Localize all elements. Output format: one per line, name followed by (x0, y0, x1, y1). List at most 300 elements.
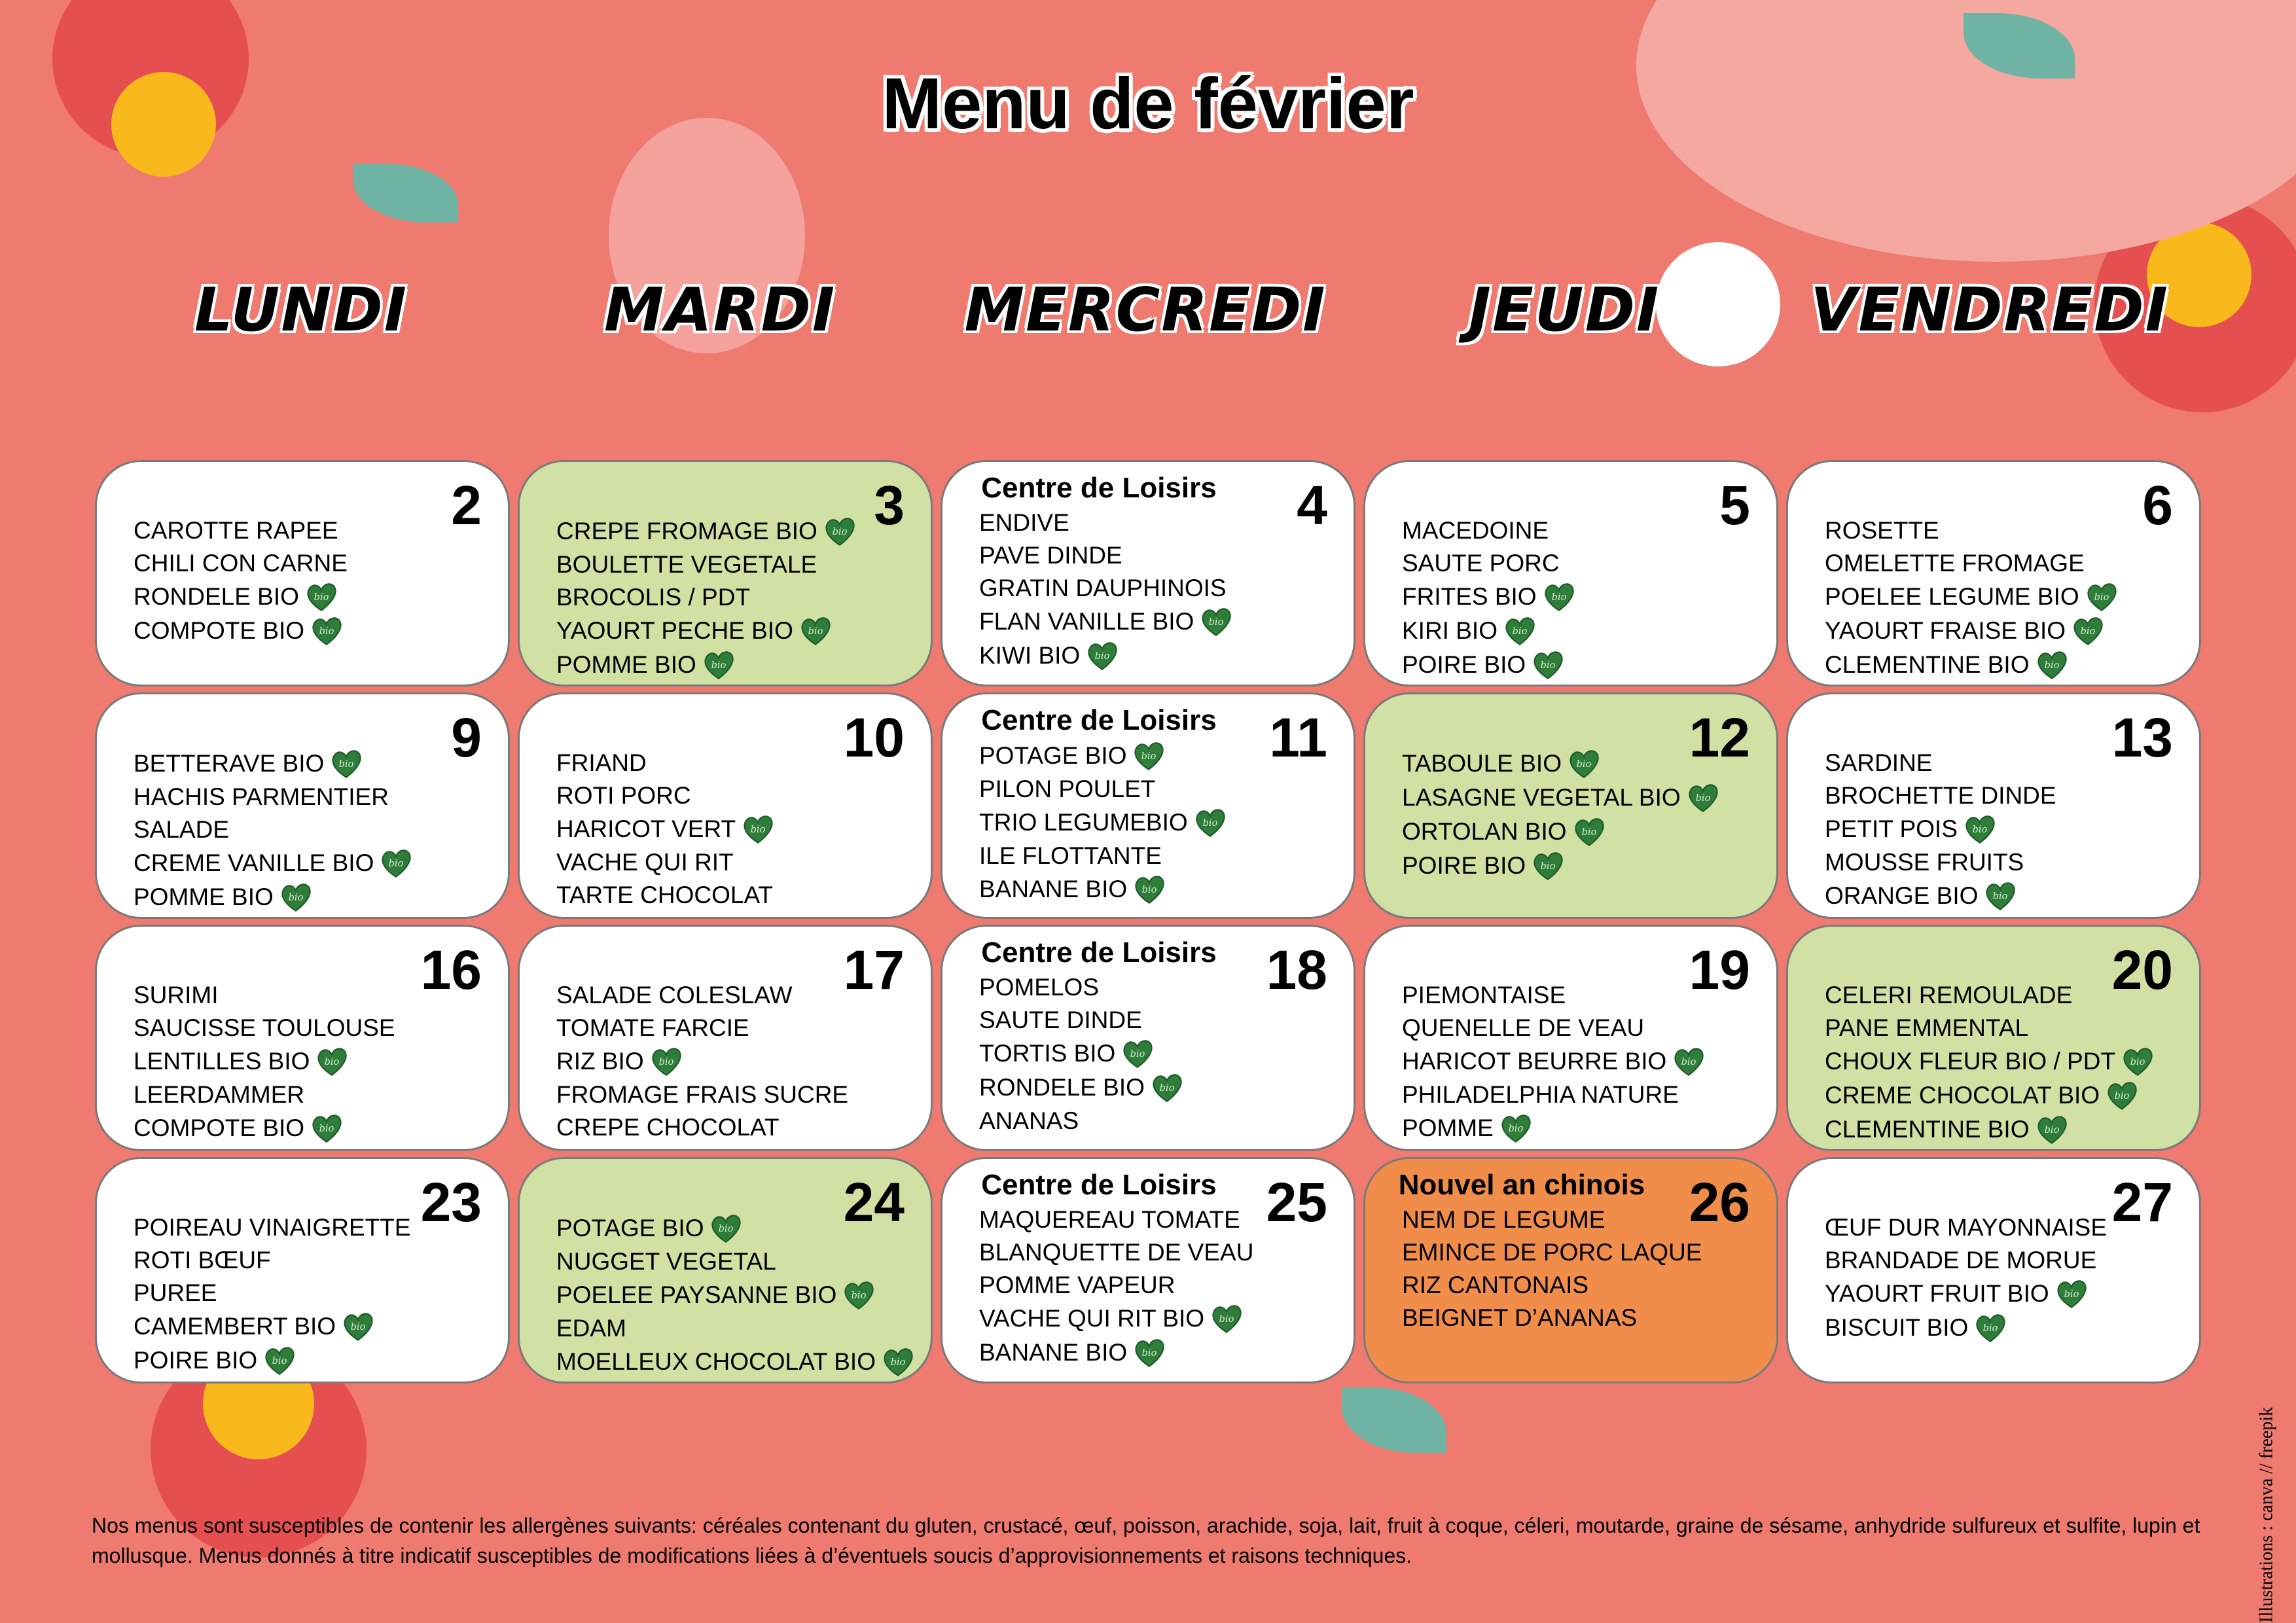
svg-text:bio: bio (350, 1321, 366, 1333)
menu-item-label: POELEE LEGUME BIO (1825, 583, 2079, 610)
bio-heart-icon (1672, 1044, 1706, 1079)
menu-item-label: TRIO LEGUMEBIO (979, 809, 1188, 836)
svg-text:bio: bio (1581, 827, 1596, 838)
menu-item (1825, 879, 2056, 913)
menu-item-label: VACHE QUI RIT BIO (979, 1305, 1205, 1332)
menu-item-label: KIWI BIO (979, 642, 1081, 669)
day-number: 20 (2111, 939, 2173, 1001)
svg-text:bio: bio (658, 1056, 673, 1068)
menu-items (556, 747, 775, 912)
menu-item-label: COMPOTE BIO (134, 617, 305, 644)
cell-note: Centre de Loisirs (981, 472, 1217, 504)
svg-text:bio: bio (325, 1056, 340, 1068)
menu-item (979, 1269, 1253, 1302)
svg-text:bio: bio (1993, 891, 2008, 902)
svg-text:bio: bio (890, 1357, 906, 1368)
menu-item (1402, 849, 1720, 883)
day-number: 25 (1266, 1171, 1327, 1233)
menu-item (1402, 648, 1576, 682)
menu-item-label: CAMEMBERT BIO (134, 1313, 336, 1340)
svg-text:bio: bio (389, 858, 404, 870)
menu-item-label: BANANE BIO (979, 1339, 1128, 1366)
menu-item-label: MACEDOINE (1402, 517, 1549, 544)
menu-item (134, 1344, 411, 1378)
menu-item-label: POELEE PAYSANNE BIO (556, 1281, 837, 1308)
menu-item-label: QUENELLE DE VEAU (1402, 1014, 1645, 1041)
bio-heart-icon (2105, 1079, 2139, 1113)
menu-item-label: PILON POULET (979, 776, 1156, 802)
svg-text:bio: bio (314, 592, 329, 603)
menu-items (979, 1204, 1253, 1370)
svg-text:bio: bio (1681, 1056, 1696, 1068)
menu-items (556, 514, 857, 682)
menu-item (134, 1079, 395, 1111)
menu-item (134, 580, 348, 614)
menu-item-label: SALADE (134, 816, 230, 843)
bio-heart-icon (304, 580, 338, 614)
menu-item (1402, 580, 1576, 614)
svg-text:bio: bio (719, 1223, 734, 1235)
menu-item (1825, 979, 2155, 1012)
bio-heart-icon (823, 514, 857, 548)
menu-item-label: HACHIS PARMENTIER (134, 783, 389, 810)
menu-item (1402, 1269, 1702, 1302)
menu-item-label: POIRE BIO (134, 1347, 258, 1374)
day-header-jeudi: JEUDI (1468, 275, 1660, 345)
menu-item-label: POIREAU VINAIGRETTE (134, 1214, 411, 1241)
day-header-vendredi: VENDREDI (1810, 275, 2169, 345)
menu-item (556, 879, 775, 912)
illustration-credit: Illustrations : canva // freepik (2257, 1407, 2277, 1623)
menu-item (556, 1245, 915, 1278)
menu-item-label: SAUTE DINDE (979, 1007, 1142, 1033)
menu-item-label: POIRE BIO (1402, 852, 1526, 879)
menu-item (1402, 1302, 1702, 1334)
svg-text:bio: bio (319, 626, 334, 637)
menu-item (979, 1302, 1253, 1336)
menu-item (1825, 747, 2056, 779)
svg-text:bio: bio (1551, 592, 1566, 603)
day-cell (95, 460, 510, 687)
svg-text:bio: bio (2044, 1124, 2059, 1136)
menu-item (556, 1111, 848, 1144)
bio-heart-icon (1973, 1311, 2007, 1345)
menu-item (1825, 779, 2056, 812)
menu-item-label: LASAGNE VEGETAL BIO (1402, 784, 1681, 811)
bio-heart-icon (2035, 648, 2069, 682)
menu-item-label: ROSETTE (1825, 517, 1939, 544)
menu-item-label: RIZ BIO (556, 1048, 644, 1075)
menu-item-label: POMME VAPEUR (979, 1272, 1175, 1298)
menu-item-label: PAVE DINDE (979, 542, 1122, 569)
menu-item-label: MOUSSE FRUITS (1825, 849, 2024, 876)
menu-item-label: CREME CHOCOLAT BIO (1825, 1082, 2100, 1109)
day-number: 10 (843, 707, 905, 768)
menu-items (1825, 514, 2119, 682)
menu-item (134, 1277, 411, 1310)
menu-item-label: PUREE (134, 1279, 217, 1306)
menu-item (979, 971, 1184, 1004)
menu-item (134, 547, 348, 580)
day-number: 17 (843, 939, 905, 1001)
cell-note: Nouvel an chinois (1398, 1169, 1645, 1201)
menu-item (1402, 514, 1576, 547)
menu-item-label: RONDELE BIO (134, 583, 299, 610)
menu-item-label: FRIAND (556, 749, 647, 776)
cell-note: Centre de Loisirs (981, 936, 1217, 969)
day-number: 26 (1689, 1171, 1750, 1233)
menu-item-label: CREPE FROMAGE BIO (556, 518, 817, 544)
menu-item-label: ROTI BŒUF (134, 1247, 271, 1274)
menu-item (134, 880, 413, 914)
bio-heart-icon (1132, 1336, 1166, 1370)
svg-text:bio: bio (1219, 1313, 1234, 1325)
day-number: 16 (420, 939, 482, 1001)
menu-item-label: CHOUX FLEUR BIO / PDT (1825, 1048, 2116, 1075)
menu-item (134, 813, 413, 846)
menu-items (134, 1211, 411, 1378)
menu-item (134, 1012, 395, 1044)
leaf-decoration (353, 164, 458, 223)
menu-item (134, 1111, 395, 1145)
menu-item (556, 979, 848, 1012)
bio-heart-icon (1572, 815, 1606, 849)
allergen-notice: Nos menus sont susceptibles de contenir les allergènes suivants: céréales contenant du gluten, crustacé, œuf, poisson, arachide, soja, lait, fruit à coque, céleri, moutarde, graine de sésame, anhydride sulfureux et sulfite, lupin et mollusque. Menus donnés à titre indicatif susceptibles de modifications liées à d’éventuels soucis d’approvisionnements et raisons techniques. (92, 1514, 2200, 1567)
svg-text:bio: bio (319, 1123, 334, 1135)
menu-item (556, 1345, 915, 1379)
bio-heart-icon (2085, 580, 2119, 614)
menu-items (1825, 1211, 2107, 1345)
menu-item-label: BANANE BIO (979, 876, 1128, 902)
menu-item (556, 514, 857, 548)
menu-items (134, 979, 395, 1145)
svg-text:bio: bio (2080, 626, 2096, 637)
menu-items (1402, 514, 1576, 682)
bio-heart-icon (1121, 1037, 1155, 1071)
menu-item (556, 779, 775, 812)
menu-item (979, 1071, 1184, 1105)
menu-item-label: CREME VANILLE BIO (134, 849, 374, 876)
menu-item-label: YAOURT FRUIT BIO (1825, 1280, 2049, 1307)
menu-item-label: ORANGE BIO (1825, 882, 1979, 909)
menu-item-label: BETTERAVE BIO (134, 750, 325, 777)
bio-heart-icon (1193, 806, 1227, 840)
menu-items (134, 514, 348, 648)
day-cell (941, 925, 1355, 1151)
menu-item (1402, 747, 1720, 781)
menu-item-label: POMME BIO (134, 883, 274, 910)
menu-item-label: CAROTTE RAPEE (134, 517, 338, 544)
menu-item (979, 1105, 1184, 1137)
menu-item (979, 739, 1227, 773)
menu-item-label: PIEMONTAISE (1402, 982, 1566, 1008)
menu-item (979, 806, 1227, 840)
menu-item-label: SURIMI (134, 982, 219, 1008)
menu-item-label: LEERDAMMER (134, 1081, 305, 1108)
svg-text:bio: bio (338, 758, 354, 770)
day-cell (941, 460, 1355, 687)
menu-item-label: TOMATE FARCIE (556, 1014, 749, 1041)
bio-heart-icon (310, 1111, 344, 1145)
menu-item-label: ILE FLOTTANTE (979, 842, 1162, 869)
menu-item (979, 572, 1233, 605)
bio-heart-icon (1085, 639, 1119, 673)
menu-item (556, 1079, 848, 1111)
menu-item-label: PHILADELPHIA NATURE (1402, 1081, 1679, 1108)
day-number: 24 (843, 1171, 905, 1233)
menu-item (1402, 614, 1576, 648)
menu-item (979, 1204, 1253, 1236)
cell-note: Centre de Loisirs (981, 704, 1217, 736)
menu-item (1825, 812, 2056, 846)
menu-items (979, 507, 1233, 673)
menu-item (979, 773, 1227, 806)
day-cell (518, 925, 933, 1151)
day-number: 27 (2111, 1171, 2173, 1233)
page-title: Menu de février (882, 63, 1414, 144)
svg-text:bio: bio (2114, 1090, 2130, 1102)
menu-item (1825, 614, 2119, 648)
bio-heart-icon (1686, 781, 1720, 815)
menu-item-label: POTAGE BIO (979, 742, 1127, 769)
menu-item (979, 840, 1227, 872)
svg-text:bio: bio (1141, 1347, 1157, 1359)
day-number: 11 (1269, 707, 1327, 768)
menu-item (134, 1244, 411, 1277)
menu-item (556, 548, 857, 581)
day-number: 5 (1719, 474, 1750, 536)
menu-item-label: POIRE BIO (1402, 651, 1526, 678)
svg-text:bio: bio (1540, 660, 1556, 671)
menu-item-label: ŒUF DUR MAYONNAISE (1825, 1214, 2108, 1241)
svg-text:bio: bio (832, 526, 848, 538)
bio-heart-icon (1542, 580, 1576, 614)
menu-item (1825, 846, 2056, 879)
svg-text:bio: bio (1141, 884, 1157, 896)
svg-text:bio: bio (1141, 751, 1157, 762)
menu-item (1825, 1277, 2107, 1311)
menu-item (979, 539, 1233, 572)
menu-item-label: RIZ CANTONAIS (1402, 1272, 1589, 1298)
menu-item (1402, 815, 1720, 849)
day-number: 2 (451, 474, 482, 536)
svg-text:bio: bio (1159, 1082, 1175, 1094)
menu-item-label: ENDIVE (979, 509, 1069, 536)
menu-item (556, 846, 775, 879)
menu-item (979, 1236, 1253, 1269)
menu-item-label: POMME BIO (556, 651, 696, 678)
day-cell (1363, 925, 1778, 1151)
svg-text:bio: bio (1576, 758, 1592, 770)
menu-item (979, 639, 1233, 673)
svg-text:bio: bio (288, 892, 304, 904)
svg-text:bio: bio (1508, 1123, 1524, 1135)
svg-text:bio: bio (711, 660, 726, 671)
menu-item-label: CREPE CHOCOLAT (556, 1114, 780, 1141)
menu-item (556, 1211, 915, 1245)
day-cell (518, 692, 933, 919)
menu-item-label: BRANDADE DE MORUE (1825, 1247, 2097, 1274)
menu-item (556, 581, 857, 614)
day-number: 23 (420, 1171, 482, 1233)
menu-item (979, 872, 1227, 906)
menu-item-label: CLEMENTINE BIO (1825, 651, 2030, 678)
day-cell (95, 925, 510, 1151)
menu-item (979, 1037, 1184, 1071)
svg-text:bio: bio (808, 626, 823, 637)
day-number: 6 (2142, 474, 2173, 536)
menu-item-label: SARDINE (1825, 749, 1933, 776)
bio-heart-icon (379, 846, 413, 880)
bio-heart-icon (341, 1310, 375, 1344)
svg-text:bio: bio (1540, 861, 1556, 872)
bio-heart-icon (2071, 614, 2105, 648)
bio-heart-icon (881, 1345, 915, 1379)
menu-item-label: BROCHETTE DINDE (1825, 782, 2056, 809)
menu-item (1402, 1204, 1702, 1236)
menu-items (979, 739, 1227, 906)
bio-heart-icon (1503, 614, 1537, 648)
menu-item-label: VACHE QUI RIT (556, 849, 734, 876)
menu-item (134, 781, 413, 813)
menu-item-label: TORTIS BIO (979, 1040, 1116, 1067)
menu-items (1825, 747, 2056, 913)
bio-heart-icon (709, 1211, 743, 1245)
cell-note: Centre de Loisirs (981, 1169, 1217, 1201)
svg-text:bio: bio (1094, 651, 1110, 662)
menu-item-label: COMPOTE BIO (134, 1115, 305, 1141)
day-cell (518, 460, 933, 687)
menu-item-label: ROTI PORC (556, 782, 691, 809)
bio-heart-icon (2121, 1044, 2155, 1079)
bio-heart-icon (262, 1344, 296, 1378)
menu-item (1825, 1211, 2107, 1244)
svg-text:bio: bio (2044, 660, 2059, 671)
day-number: 3 (874, 474, 905, 536)
menu-item (134, 514, 348, 547)
menu-item (556, 1312, 915, 1345)
menu-item (556, 614, 857, 648)
day-number: 13 (2111, 707, 2173, 768)
menu-item (1402, 781, 1720, 815)
day-cell (1363, 460, 1778, 687)
menu-item (556, 648, 857, 682)
menu-item-label: MOELLEUX CHOCOLAT BIO (556, 1348, 876, 1375)
menu-item (1825, 648, 2119, 682)
day-cell (95, 1157, 510, 1383)
menu-item (979, 1336, 1253, 1370)
menu-item (1402, 1079, 1706, 1111)
menu-items (134, 747, 413, 914)
bio-heart-icon (1531, 849, 1565, 883)
menu-items (1825, 979, 2155, 1147)
bio-heart-icon (1567, 747, 1601, 781)
day-cell (941, 692, 1355, 919)
menu-item-label: YAOURT PECHE BIO (556, 617, 793, 644)
menu-item (556, 747, 775, 779)
bio-heart-icon (1963, 812, 1997, 846)
menu-item (1402, 1111, 1706, 1145)
menu-item-label: SAUTE PORC (1402, 550, 1560, 577)
menu-item (1402, 979, 1706, 1012)
day-number: 18 (1266, 939, 1327, 1001)
menu-item (556, 1044, 848, 1079)
menu-item (134, 614, 348, 648)
day-header-lundi: LUNDI (194, 275, 408, 345)
svg-text:bio: bio (1982, 1323, 1998, 1334)
svg-text:bio: bio (1130, 1048, 1145, 1060)
day-cell (1786, 460, 2201, 687)
menu-item (1402, 1236, 1702, 1269)
menu-item-label: HARICOT BEURRE BIO (1402, 1048, 1667, 1075)
menu-item-label: CHILI CON CARNE (134, 550, 348, 577)
day-cell (1363, 692, 1778, 919)
menu-item-label: NEM DE LEGUME (1402, 1206, 1605, 1233)
menu-item-label: GRATIN DAUPHINOIS (979, 575, 1227, 601)
svg-text:bio: bio (2064, 1289, 2079, 1300)
menu-item-label: KIRI BIO (1402, 617, 1498, 644)
menu-item (1825, 1113, 2155, 1147)
menu-item (979, 1004, 1184, 1037)
menu-item-label: BEIGNET D’ANANAS (1402, 1304, 1638, 1331)
leaf-decoration (1342, 1387, 1446, 1453)
menu-items (1402, 1204, 1702, 1334)
menu-item (134, 1044, 395, 1079)
menu-item (134, 1211, 411, 1244)
menu-items (979, 971, 1184, 1137)
menu-item-label: FROMAGE FRAIS SUCRE (556, 1081, 849, 1108)
menu-item-label: MAQUEREAU TOMATE (979, 1206, 1240, 1233)
menu-item-label: BOULETTE VEGETALE (556, 551, 817, 578)
day-number: 9 (451, 707, 482, 768)
day-number: 12 (1689, 707, 1750, 768)
menu-grid (95, 460, 2201, 1383)
day-cell (1363, 1157, 1778, 1383)
menu-item-label: OMELETTE FROMAGE (1825, 550, 2085, 577)
bio-heart-icon (1531, 648, 1565, 682)
day-cell (1786, 1157, 2201, 1383)
day-cell (518, 1157, 933, 1383)
menu-item (556, 1012, 848, 1044)
svg-text:bio: bio (2130, 1056, 2145, 1068)
menu-item (1825, 1012, 2155, 1044)
menu-item (134, 1310, 411, 1344)
svg-text:bio: bio (1208, 616, 1224, 628)
menu-item-label: POMELOS (979, 974, 1099, 1001)
menu-items (556, 1211, 915, 1379)
day-number: 4 (1297, 474, 1327, 536)
bio-heart-icon (1150, 1071, 1184, 1105)
menu-items (1402, 747, 1720, 883)
bio-heart-icon (1499, 1111, 1533, 1145)
svg-text:bio: bio (1202, 817, 1218, 829)
menu-item-label: BLANQUETTE DE VEAU (979, 1239, 1254, 1266)
day-cell (1786, 692, 2201, 919)
menu-item (134, 979, 395, 1012)
menu-item-label: ANANAS (979, 1107, 1079, 1134)
menu-item (1825, 547, 2119, 580)
menu-item (1825, 580, 2119, 614)
menu-item-label: PANE EMMENTAL (1825, 1014, 2029, 1041)
bio-heart-icon (1199, 605, 1233, 639)
menu-item-label: POMME (1402, 1115, 1494, 1141)
menu-item-label: ORTOLAN BIO (1402, 818, 1567, 845)
bio-heart-icon (741, 812, 775, 846)
bio-heart-icon (1210, 1302, 1244, 1336)
day-header-mardi: MARDI (603, 275, 836, 345)
bio-heart-icon (310, 614, 344, 648)
menu-item-label: LENTILLES BIO (134, 1048, 310, 1075)
